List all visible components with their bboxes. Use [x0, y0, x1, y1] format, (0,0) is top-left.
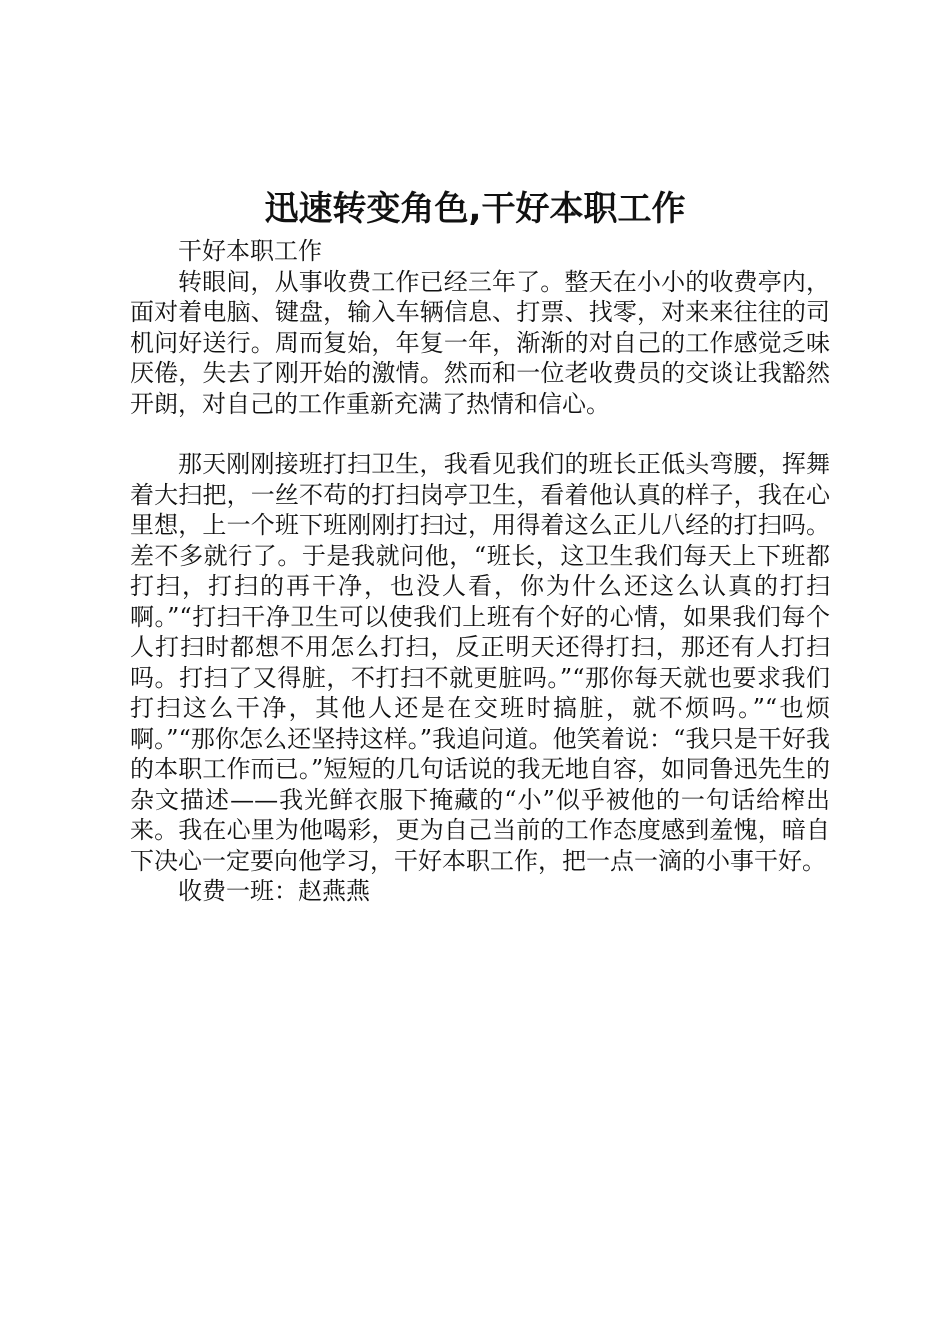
- document-body: [130, 236, 830, 907]
- paragraph-2: 那天刚刚接班打扫卫生，我看见我们的班长正低头弯腰，挥舞着大扫把，一丝不苟的打扫岗亭卫生，看着他认真的样子，我在心里想，上一个班下班刚刚打扫过，用得着这么正儿八经的打扫吗。差不多就行了。于是我就问他，“班长，这卫生我们每天上下班都打扫，打扫的再干净，也没人看，你为什么还这么认真的打扫啊。”“打扫干净卫生可以使我们上班有个好的心情，如果我们每个人打扫时都想不用怎么打扫，反正明天还得打扫，那还有人打扫吗。打扫了又得脏，不打扫不就更脏吗。”“那你每天就也要求我们打扫这么干净，其他人还是在交班时搞脏，就不烦吗。”“也烦啊。”“那你怎么还坚持这样。”我追问道。他笑着说：“我只是干好我的本职工作而已。”短短的几句话说的我无地自容，如同鲁迅先生的杂文描述——我光鲜衣服下掩藏的“小”似乎被他的一句话给榨出来。我在心里为他喝彩，更为自己当前的工作态度感到羞愧，暗自下决心一定要向他学习，干好本职工作，把一点一滴的小事干好。: [130, 450, 830, 875]
- signature-line: 收费一班：赵燕燕: [178, 877, 370, 905]
- paragraph-1: 转眼间，从事收费工作已经三年了。整天在小小的收费亭内，面对着电脑、键盘，输入车辆信息、打票、找零，对来来往往的司机问好送行。周而复始，年复一年，渐渐的对自己的工作感觉乏味厌倦，失去了刚开始的激情。然而和一位老收费员的交谈让我豁然开朗，对自己的工作重新充满了热情和信心。: [130, 267, 830, 418]
- document-subtitle: 干好本职工作: [178, 237, 322, 265]
- document-title: 迅速转变角色,干好本职工作: [264, 189, 686, 229]
